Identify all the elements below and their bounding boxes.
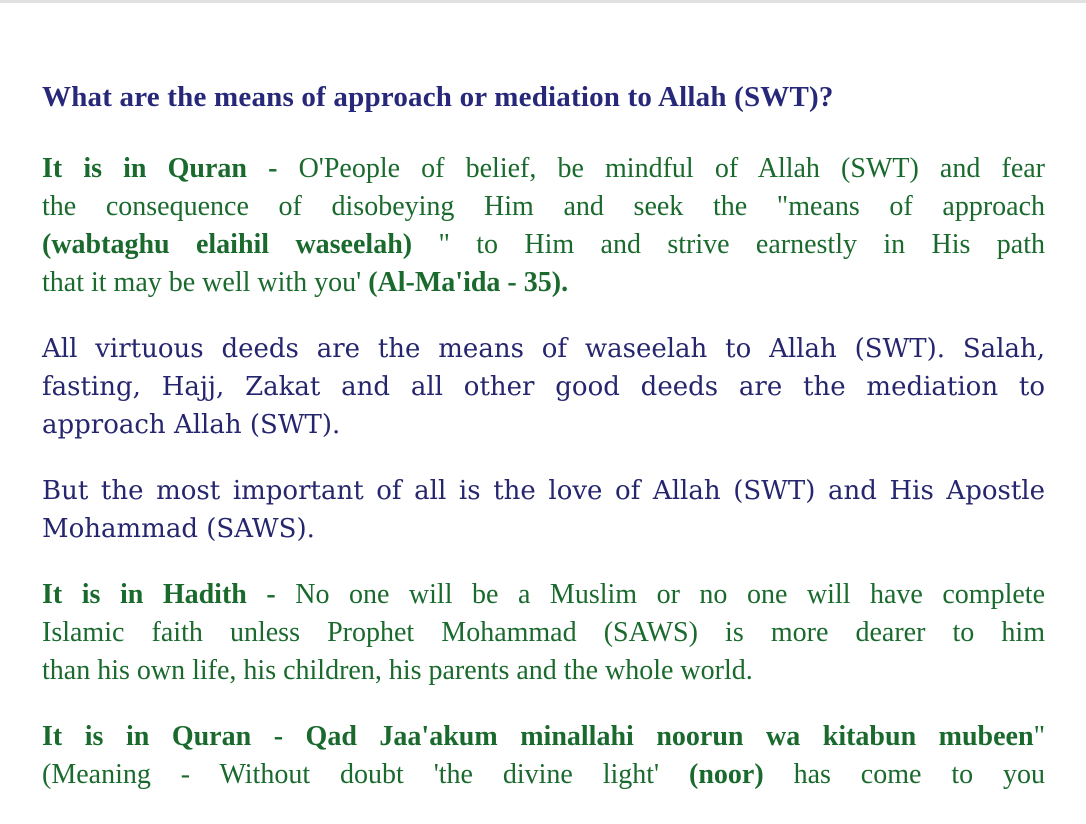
text-segment: But the most important of all is the love of Allah (SWT) and His Apostle <box>42 476 1045 506</box>
paragraph-quran-quote-2 <box>42 718 1045 794</box>
text-line <box>42 330 1045 368</box>
text-line <box>42 718 1045 756</box>
text-line <box>42 652 1045 690</box>
text-segment: " to Him and strive earnestly in His path <box>412 229 1045 260</box>
text-segment: Mohammad (SAWS). <box>42 514 315 544</box>
page-heading: What are the means of approach or mediation to Allah (SWT)? <box>42 81 834 113</box>
text-line <box>42 188 1045 226</box>
text-line <box>42 576 1045 614</box>
text-segment: (Al-Ma'ida - 35). <box>368 267 569 298</box>
paragraph-love-of-allah <box>42 472 1045 548</box>
text-line <box>42 368 1045 406</box>
text-line <box>42 510 1045 548</box>
text-segment: fasting, Hajj, Zakat and all other good deeds are the mediation to <box>42 372 1045 402</box>
text-segment: than his own life, his children, his parents and the whole world. <box>42 655 753 686</box>
document-content <box>42 82 1045 794</box>
paragraph-virtuous-deeds <box>42 330 1045 444</box>
scan-top-edge-line <box>0 0 1086 3</box>
text-line <box>42 756 1045 794</box>
paragraph-hadith-quote <box>42 576 1045 690</box>
text-segment: O'People of belief, be mindful of Allah (SWT) and fear <box>298 153 1045 184</box>
text-segment: (wabtaghu elaihil waseelah) <box>42 229 413 260</box>
text-line <box>42 226 1045 264</box>
paragraph-list <box>42 150 1045 794</box>
text-segment: approach Allah (SWT). <box>42 410 341 440</box>
text-line <box>42 150 1045 188</box>
paragraph-quran-quote-1 <box>42 150 1045 302</box>
text-segment: has come to you <box>763 759 1046 790</box>
text-segment: All virtuous deeds are the means of waseelah to Allah (SWT). Salah, <box>42 334 1045 364</box>
text-segment: It is in Hadith - <box>42 579 296 610</box>
text-segment: that it may be well with you' <box>42 267 369 298</box>
text-segment: (noor) <box>689 759 764 790</box>
text-segment: It is in Quran - Qad Jaa'akum minallahi noorun wa kitabun mubeen <box>42 721 1034 752</box>
text-segment: No one will be a Muslim or no one will have complete <box>295 579 1045 610</box>
text-segment: Islamic faith unless Prophet Mohammad (SAWS) is more dearer to him <box>42 617 1045 648</box>
text-line <box>42 406 1045 444</box>
text-line <box>42 472 1045 510</box>
text-segment: (Meaning - Without doubt 'the divine light' <box>42 759 690 790</box>
text-segment: " <box>1033 721 1045 752</box>
text-segment: the consequence of disobeying Him and seek the "means of approach <box>42 191 1045 222</box>
text-line <box>42 264 1045 302</box>
text-segment: It is in Quran - <box>42 153 299 184</box>
text-line <box>42 614 1045 652</box>
